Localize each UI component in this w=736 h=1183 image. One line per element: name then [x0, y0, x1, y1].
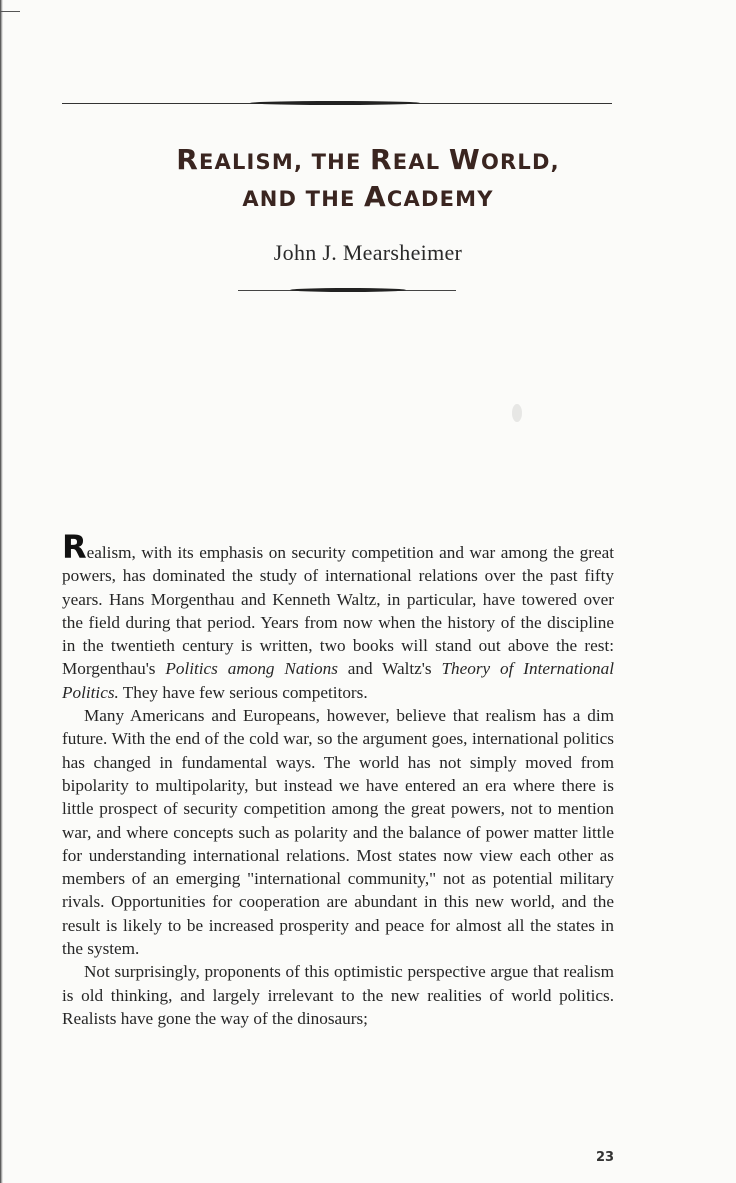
- book-title-theory-of-international-politics: Theory of International Politics.: [62, 659, 614, 702]
- title-line-2: AND THE ACADEMY: [242, 180, 494, 213]
- article-body: [62, 528, 614, 1030]
- drop-cap: R: [62, 528, 87, 566]
- scan-mark: [0, 11, 20, 12]
- paragraph-3: Not surprisingly, proponents of this optimistic perspective argue that realism is old thinking, and largely irrelevant to the new realities of world politics. Realists have gone the way of the dinosaurs;: [62, 962, 614, 1028]
- page-number: 23: [596, 1150, 615, 1165]
- author-name: John J. Mearsheimer: [273, 240, 463, 265]
- bottom-rule-ornament: [290, 288, 406, 292]
- book-title-politics-among-nations: Politics among Nations: [165, 659, 338, 679]
- paragraph-1: Realism, with its emphasis on security competition and war among the great powers, has dominated the study of international relations over the past fifty years. Hans Morgenthau and Kenneth Waltz, in particular, have towered over the field during that period. Years from now when the history of the discipline in the twentieth century is written, two books will stand out above the rest: Morgenthau's Politics among Nations and Waltz's Theory of International Politics. They have few serious competitors.: [62, 528, 614, 702]
- top-rule-ornament: [250, 101, 420, 105]
- title-line-1: REALISM, THE REAL WORLD,: [176, 143, 560, 176]
- scan-smudge: [512, 404, 522, 422]
- paragraph-2: Many Americans and Europeans, however, believe that realism has a dim future. With the end of the cold war, so the argument goes, international politics has changed in fundamental ways. The world has not simply moved from bipolarity to multipolarity, but instead we have entered an era where there is little prospect of security competition among the great powers, not to mention war, and where concepts such as polarity and the balance of power matter little for understanding international relations. Most states now view each other as members of an emerging "international community," not as potential military rivals. Opportunities for cooperation are abundant in this new world, and the result is likely to be increased prosperity and peace for almost all the states in the system.: [62, 706, 614, 959]
- scan-edge: [0, 0, 3, 1183]
